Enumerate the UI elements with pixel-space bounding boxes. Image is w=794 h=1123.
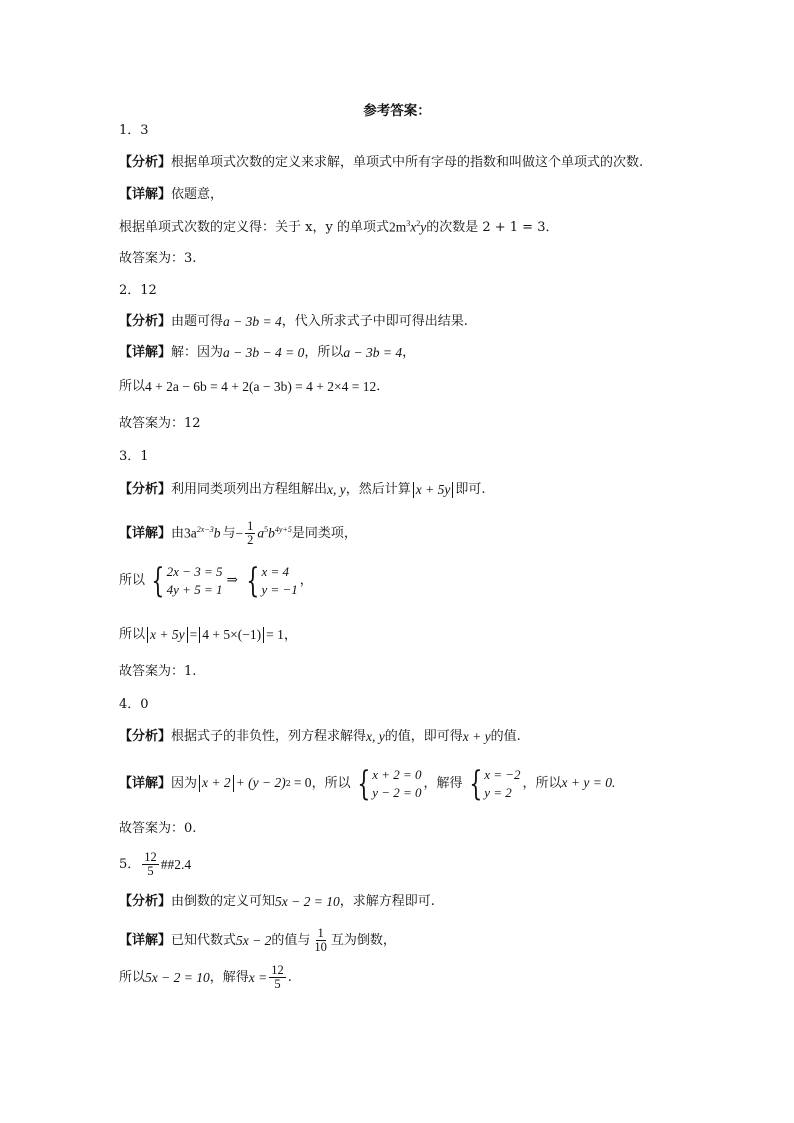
analysis-tag: 【分析】 bbox=[119, 482, 172, 498]
q4-detail-pre: 因为 bbox=[171, 775, 198, 791]
q3-system-line bbox=[119, 560, 313, 601]
q2-answer: 故答案为：12 bbox=[119, 416, 201, 431]
q4-mid1: ，所以 bbox=[311, 775, 351, 791]
q1-detail-line2 bbox=[119, 219, 558, 236]
q5-frac2-den: 10 bbox=[314, 940, 327, 955]
q3-term1: $3a^{2x-3}b$ bbox=[184, 525, 221, 541]
q4-answer: 故答案为：0. bbox=[119, 821, 197, 836]
q1-detail2-pre: 根据单项式次数的定义得：关于 x，y 的单项式 bbox=[119, 219, 389, 235]
q4-result: x + y = 0. bbox=[561, 775, 616, 791]
q1-detail-text: 依题意， bbox=[171, 187, 224, 202]
q4-equation-system-1: { x + 2 = 0 y − 2 = 0 bbox=[356, 763, 422, 804]
q3-frac-den: 2 bbox=[247, 533, 254, 548]
q5-detail-post: 互为倒数， bbox=[330, 932, 396, 948]
q1-monomial-base: 2m bbox=[388, 219, 407, 235]
q3-line3-abs1: x + 5y bbox=[147, 627, 188, 643]
q5-frac-num: 12 bbox=[144, 850, 157, 864]
q4-analysis-post: 的值. bbox=[490, 729, 521, 745]
q5-analysis bbox=[119, 894, 435, 910]
q3-term2-exp: 4y+5 bbox=[274, 525, 292, 535]
q3-line3-result: = 1， bbox=[266, 627, 298, 642]
q1-analysis-text: 根据单项式次数的定义来求解，单项式中所有字母的指数和叫做这个单项式的次数. bbox=[171, 155, 644, 170]
q2-line2-expr: 4 + 2a − 6b = 4 + 2(a − 3b) = 4 + 2×4 = 12 bbox=[145, 379, 377, 394]
q3-analysis-pre: 利用同类项列出方程组解出 bbox=[171, 482, 328, 498]
q4-sys2-row2: y = 2 bbox=[484, 784, 512, 800]
q2-detail-end: ， bbox=[402, 345, 416, 361]
q5-frac2-num: 1 bbox=[317, 926, 324, 940]
page-title: 参考答案： bbox=[363, 103, 431, 119]
q4-abs: x + 2 bbox=[199, 775, 234, 791]
q1-detail2-tail: 的次数是 2 + 1 = 3． bbox=[426, 219, 559, 235]
q5-frac3-num: 12 bbox=[271, 963, 284, 977]
q5-detail-pre: 已知代数式 bbox=[171, 932, 237, 948]
q5-detail bbox=[119, 927, 396, 954]
analysis-tag: 【分析】 bbox=[119, 314, 172, 330]
q4-sys1-row2: y − 2 = 0 bbox=[372, 784, 422, 800]
q2-analysis-pre: 由题可得 bbox=[171, 314, 224, 330]
q5-analysis-post: ，求解方程即可. bbox=[339, 894, 435, 910]
q5-analysis-expr: 5x − 2 = 10 bbox=[275, 894, 340, 909]
q3-term1-exp: 2x−3 bbox=[196, 525, 214, 535]
q3-analysis-vars: x, y bbox=[327, 482, 346, 497]
q3-sys-pre: 所以 bbox=[119, 572, 146, 588]
q5-line2-x: x = bbox=[248, 969, 268, 985]
q3-detail-post: 是同类项， bbox=[291, 525, 357, 541]
q4-sys2-row1: x = −2 bbox=[484, 767, 521, 782]
q4-square-term: + (y − 2) bbox=[235, 775, 286, 791]
q1-monomial: $2m^3x^2y$ bbox=[388, 219, 427, 235]
q3-number: 3．1 bbox=[119, 449, 149, 464]
q3-sys2-row1: x = 4 bbox=[261, 564, 289, 579]
q4-analysis-pre: 根据式子的非负性，列方程求解得 bbox=[171, 729, 367, 745]
q4-detail: 【详解】 因为 x + 2 + (y − 2) 2 = 0 ，所以 { x + 2 = 0 y − 2 = 0 ，解得 { x = −2 y = 2 ，所以 x + y = 0. bbox=[119, 763, 616, 804]
q5-detail-fraction bbox=[312, 927, 329, 954]
q3-sys1-row1: 2x − 3 = 5 bbox=[166, 564, 223, 579]
q4-analysis-expr: x + y bbox=[462, 729, 491, 744]
q4-mid2: ，解得 bbox=[423, 775, 463, 791]
q2-detail-mid: ，所以 bbox=[304, 345, 344, 361]
q5-num-post: ##2.4 bbox=[160, 856, 192, 872]
q5-line2-mid: ，解得 bbox=[209, 969, 249, 985]
q3-equation-system-1: { 2x − 3 = 5 4y + 5 = 1 bbox=[151, 560, 223, 601]
q5-frac3-den: 5 bbox=[274, 977, 281, 992]
q3-analysis bbox=[119, 482, 486, 498]
q3-fraction bbox=[245, 520, 255, 547]
q5-frac-den: 5 bbox=[147, 864, 154, 879]
q2-detail-expr2: a − 3b = 4 bbox=[343, 345, 403, 360]
q2-detail bbox=[119, 345, 415, 361]
q4-analysis bbox=[119, 729, 521, 745]
q1-number: 1．3 bbox=[119, 123, 149, 138]
q5-analysis-pre: 由倒数的定义可知 bbox=[171, 894, 276, 910]
q1-answer: 故答案为：3. bbox=[119, 251, 197, 266]
analysis-tag: 【分析】 bbox=[119, 729, 172, 745]
q2-analysis-post: ，代入所求式子中即可得出结果. bbox=[281, 314, 468, 330]
q3-sys2-row2: y = −1 bbox=[261, 581, 298, 597]
q4-sys1-row1: x + 2 = 0 bbox=[372, 767, 422, 782]
q4-number: 4．0 bbox=[119, 697, 149, 712]
q3-analysis-abs: x + 5y bbox=[413, 482, 454, 498]
q1-analysis bbox=[119, 155, 643, 171]
q3-term1-coef: 3a bbox=[184, 525, 197, 541]
analysis-tag: 【分析】 bbox=[119, 155, 172, 170]
q5-detail-mid: 的值与 bbox=[271, 932, 311, 948]
q5-detail-expr: 5x − 2 bbox=[236, 932, 272, 948]
q5-line2-end: . bbox=[287, 969, 292, 985]
detail-tag: 【详解】 bbox=[119, 345, 172, 361]
q5-result-fraction bbox=[269, 964, 286, 991]
q1-detail bbox=[119, 187, 223, 203]
detail-tag: 【详解】 bbox=[119, 525, 172, 541]
q3-detail-line3 bbox=[119, 627, 297, 643]
q2-detail-expr1: a − 3b − 4 = 0 bbox=[223, 345, 305, 360]
q3-analysis-mid: ，然后计算 bbox=[345, 482, 411, 498]
q2-line2-end: ． bbox=[376, 379, 390, 395]
q5-line2-expr: 5x − 2 = 10 bbox=[145, 969, 210, 985]
q5-detail-line2 bbox=[119, 964, 292, 991]
q3-frac-num: 1 bbox=[247, 519, 254, 533]
q2-detail-line2 bbox=[119, 379, 389, 395]
q2-analysis bbox=[119, 314, 468, 330]
q5-answer-fraction bbox=[142, 851, 159, 878]
q3-equation-system-2: { x = 4 y = −1 bbox=[246, 560, 298, 601]
q2-number: 2．12 bbox=[119, 283, 157, 298]
q2-analysis-expr: a − 3b = 4 bbox=[223, 314, 282, 329]
q2-detail-pre: 解：因为 bbox=[171, 345, 224, 361]
q4-mid3: ，所以 bbox=[522, 775, 562, 791]
q3-line3-pre: 所以 bbox=[119, 627, 146, 643]
q4-equation-system-2: { x = −2 y = 2 bbox=[468, 763, 521, 804]
q3-term2: $a^5b^{4y+5}$ bbox=[257, 525, 292, 541]
detail-tag: 【详解】 bbox=[119, 932, 172, 948]
q3-answer: 故答案为：1. bbox=[119, 664, 197, 679]
q2-line2-pre: 所以 bbox=[119, 379, 146, 395]
q3-detail-pre: 由 bbox=[171, 525, 185, 541]
q3-line3-eq: = bbox=[189, 627, 198, 642]
implies-arrow: ⇒ bbox=[226, 572, 238, 588]
analysis-tag: 【分析】 bbox=[119, 894, 172, 910]
q3-sys1-row2: 4y + 5 = 1 bbox=[166, 581, 223, 597]
q5-line2-pre: 所以 bbox=[119, 969, 146, 985]
q4-square-tail: = 0 bbox=[293, 775, 312, 791]
q4-analysis-mid: 的值，即可得 bbox=[384, 729, 463, 745]
q3-analysis-post: 即可. bbox=[455, 482, 486, 498]
q4-analysis-vars: x, y bbox=[366, 729, 385, 744]
detail-tag: 【详解】 bbox=[119, 187, 172, 202]
q3-sys-end: ， bbox=[299, 572, 313, 588]
q3-line3-abs2: 4 + 5×(−1) bbox=[199, 627, 264, 643]
detail-tag: 【详解】 bbox=[119, 775, 172, 791]
q3-detail: 【详解】 由 $3a^{2x-3}b$ 与 − $\frac{1}{2}$ $a^5b^{4y+5}$ 是同类项， bbox=[119, 519, 357, 548]
q5-num-pre: 5． bbox=[119, 856, 141, 872]
q5-number bbox=[119, 851, 191, 878]
